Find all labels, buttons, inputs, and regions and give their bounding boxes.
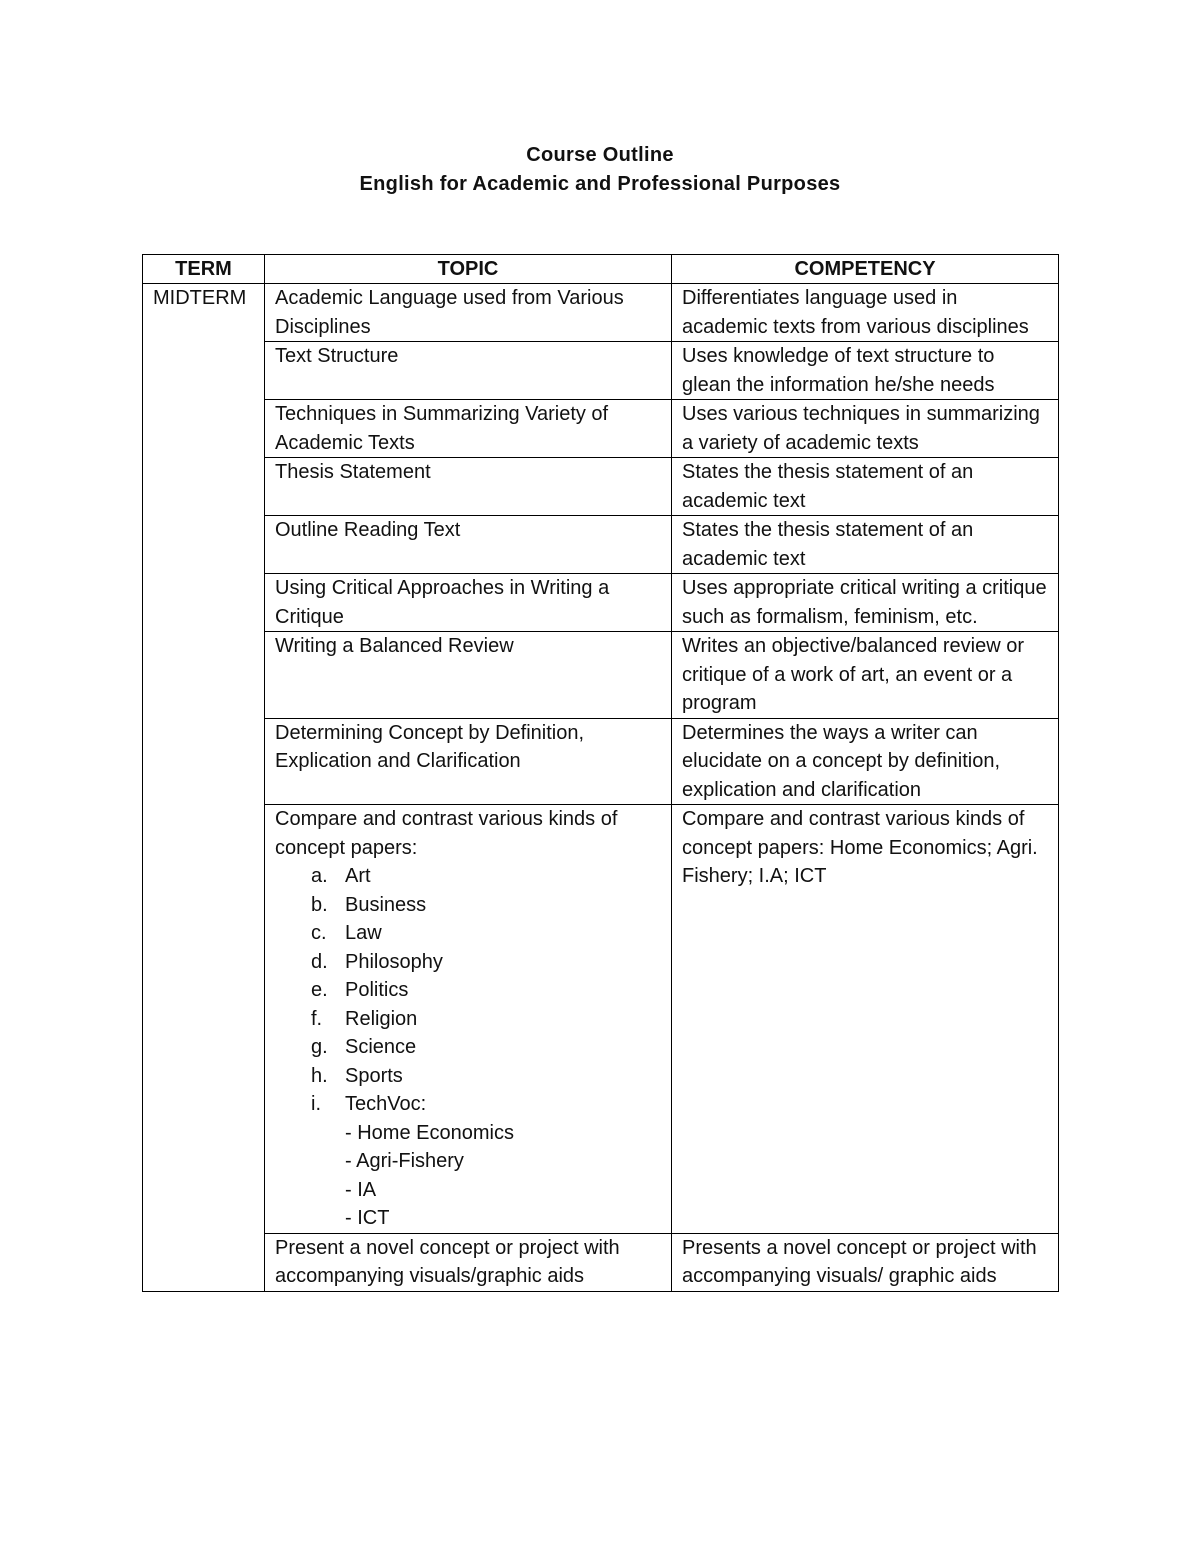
- concept-topic-intro: Compare and contrast various kinds of concept papers:: [275, 808, 618, 859]
- techvoc-sub-list: [345, 1119, 661, 1233]
- competency-cell: Determines the ways a writer can elucidate on a concept by definition, explication and clarification: [672, 718, 1059, 805]
- list-item: [311, 976, 661, 1005]
- list-item: [311, 919, 661, 948]
- competency-cell: Differentiates language used in academic texts from various disciplines: [672, 284, 1059, 342]
- list-marker: i.: [311, 1093, 321, 1115]
- list-item-label: Art: [345, 865, 371, 887]
- sub-list-item: - Agri-Fishery: [345, 1147, 661, 1176]
- list-item-label: Law: [345, 922, 382, 944]
- list-marker: g.: [311, 1036, 328, 1058]
- list-item: [311, 1033, 661, 1062]
- topic-cell: Text Structure: [265, 342, 672, 400]
- term-cell: MIDTERM: [143, 284, 265, 1292]
- list-marker: h.: [311, 1064, 328, 1087]
- list-item: [311, 1005, 661, 1034]
- list-item: [311, 1090, 661, 1233]
- list-item: [311, 948, 661, 977]
- table-row: [143, 458, 1059, 516]
- list-item-label: Science: [345, 1036, 417, 1058]
- topic-cell: Determining Concept by Definition, Explication and Clarification: [265, 718, 672, 805]
- list-item: [311, 862, 661, 891]
- table-row: [143, 718, 1059, 805]
- column-header-term: TERM: [143, 255, 265, 284]
- competency-cell: Uses appropriate critical writing a critique such as formalism, feminism, etc.: [672, 574, 1059, 632]
- course-outline-table: [142, 254, 1059, 1292]
- list-marker: b.: [311, 893, 328, 916]
- list-marker: f.: [311, 1007, 323, 1030]
- table-row: [143, 1233, 1059, 1291]
- list-marker: c.: [311, 922, 327, 944]
- table-row: [143, 400, 1059, 458]
- competency-cell: Uses various techniques in summarizing a variety of academic texts: [672, 400, 1059, 458]
- topic-cell: Thesis Statement: [265, 458, 672, 516]
- topic-cell-concept-papers: [265, 805, 672, 1234]
- table-row: [143, 284, 1059, 342]
- competency-cell: States the thesis statement of an academic text: [672, 516, 1059, 574]
- list-marker: d.: [311, 950, 328, 973]
- table-row: [143, 632, 1059, 719]
- competency-cell: States the thesis statement of an academic text: [672, 458, 1059, 516]
- sub-list-item: - IA: [345, 1176, 661, 1205]
- column-header-topic: TOPIC: [265, 255, 672, 284]
- list-item-label: Philosophy: [345, 950, 443, 973]
- list-item-label: Sports: [345, 1064, 403, 1087]
- list-item-label: Religion: [345, 1007, 418, 1030]
- table-row: [143, 805, 1059, 1234]
- list-item-label: Politics: [345, 979, 409, 1001]
- table-row: [143, 342, 1059, 400]
- list-item-label: TechVoc:: [345, 1093, 427, 1115]
- column-header-competency: COMPETENCY: [672, 255, 1059, 284]
- competency-cell: Uses knowledge of text structure to glean the information he/she needs: [672, 342, 1059, 400]
- topic-cell: Outline Reading Text: [265, 516, 672, 574]
- list-item: [311, 1062, 661, 1091]
- sub-list-item: - ICT: [345, 1204, 661, 1233]
- table-row: [143, 574, 1059, 632]
- competency-cell: Compare and contrast various kinds of concept papers: Home Economics; Agri. Fishery; I.A; ICT: [672, 805, 1059, 1234]
- topic-cell: Present a novel concept or project with accompanying visuals/graphic aids: [265, 1233, 672, 1291]
- list-marker: e.: [311, 979, 328, 1001]
- document-header: [0, 141, 1200, 198]
- document-title: Course Outline: [526, 144, 674, 166]
- table-row: [143, 516, 1059, 574]
- concept-paper-list: [275, 862, 661, 1233]
- topic-cell: Writing a Balanced Review: [265, 632, 672, 719]
- competency-cell: Presents a novel concept or project with accompanying visuals/ graphic aids: [672, 1233, 1059, 1291]
- topic-cell: Techniques in Summarizing Variety of Academic Texts: [265, 400, 672, 458]
- sub-list-item: - Home Economics: [345, 1119, 661, 1148]
- topic-cell: Using Critical Approaches in Writing a Critique: [265, 574, 672, 632]
- list-marker: a.: [311, 865, 328, 887]
- topic-cell: Academic Language used from Various Disciplines: [265, 284, 672, 342]
- competency-cell: Writes an objective/balanced review or critique of a work of art, an event or a program: [672, 632, 1059, 719]
- list-item: [311, 891, 661, 920]
- list-item-label: Business: [345, 893, 427, 916]
- table-header-row: [143, 255, 1059, 284]
- document-subtitle: English for Academic and Professional Purposes: [359, 172, 841, 195]
